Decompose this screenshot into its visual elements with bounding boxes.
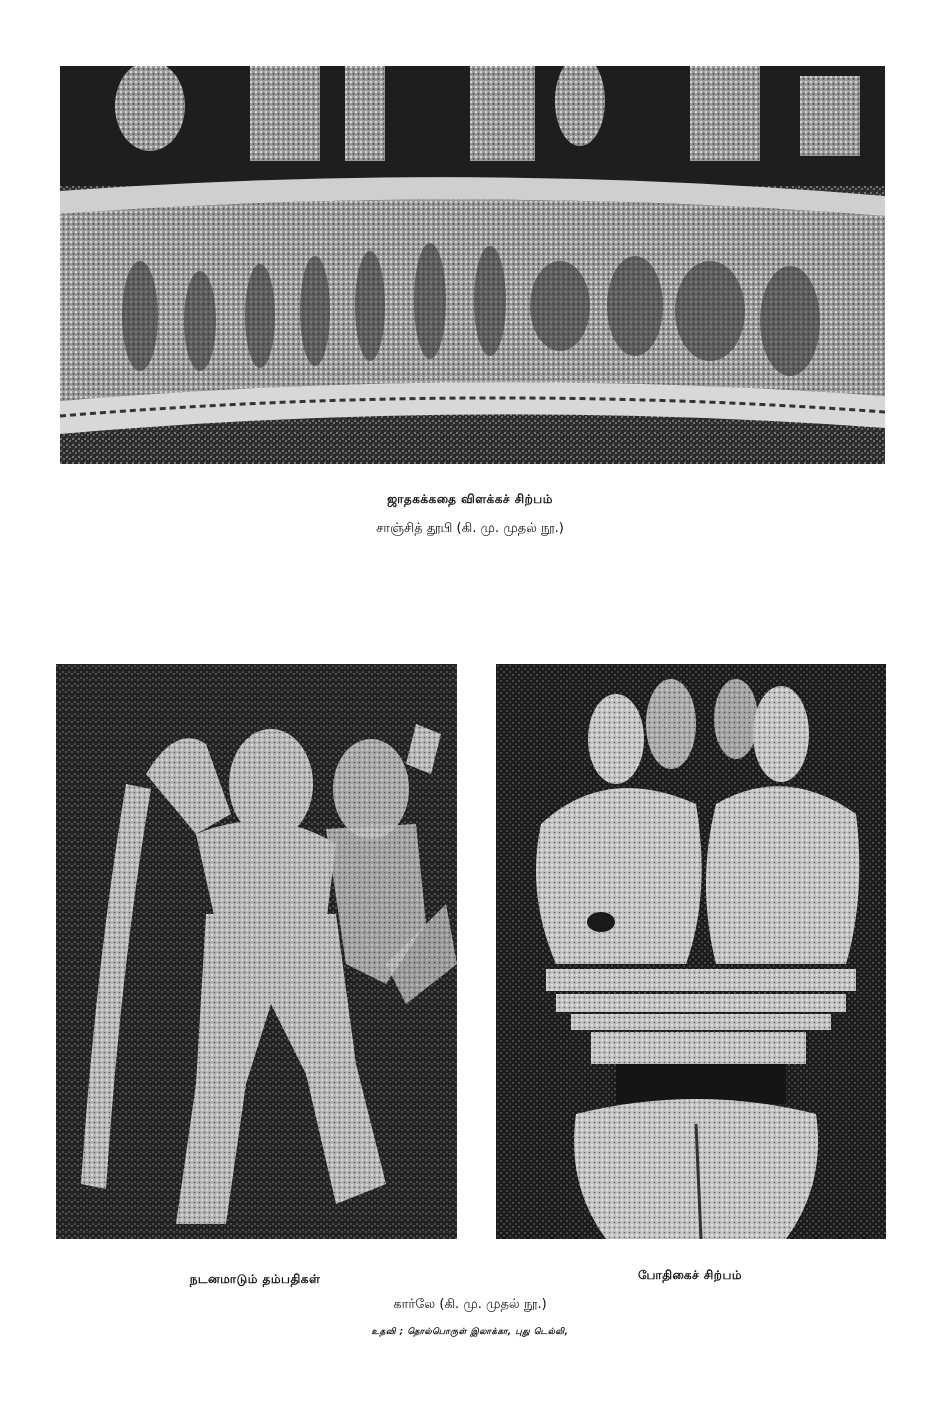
left-photo-caption: நடனமாடும் தம்பதிகள்	[189, 1272, 321, 1286]
right-bracket-sculpture-photo	[496, 664, 886, 1239]
shared-location-caption: கார்லே (கி. மு. முதல் நூ.)	[393, 1297, 547, 1312]
right-photo-caption: போதிகைச் சிற்பம்	[637, 1268, 743, 1282]
relief-frieze-photo	[60, 66, 885, 464]
bracket-capital-sculpture-photo	[496, 664, 886, 1239]
top-frieze-photo	[60, 66, 885, 464]
top-photo-caption-title: ஜாதகக்கதை விளக்கச் சிற்பம்	[387, 492, 553, 506]
top-photo-caption-subtitle: சாஞ்சித் தூபி (கி. மு. முதல் நூ.)	[376, 521, 564, 536]
credit-line: உதவி ; தொல்பொருள் இலாக்கா, புது டெல்லி,	[371, 1327, 569, 1337]
dancing-couple-relief-photo	[56, 664, 457, 1239]
left-dancing-couple-photo	[56, 664, 457, 1239]
